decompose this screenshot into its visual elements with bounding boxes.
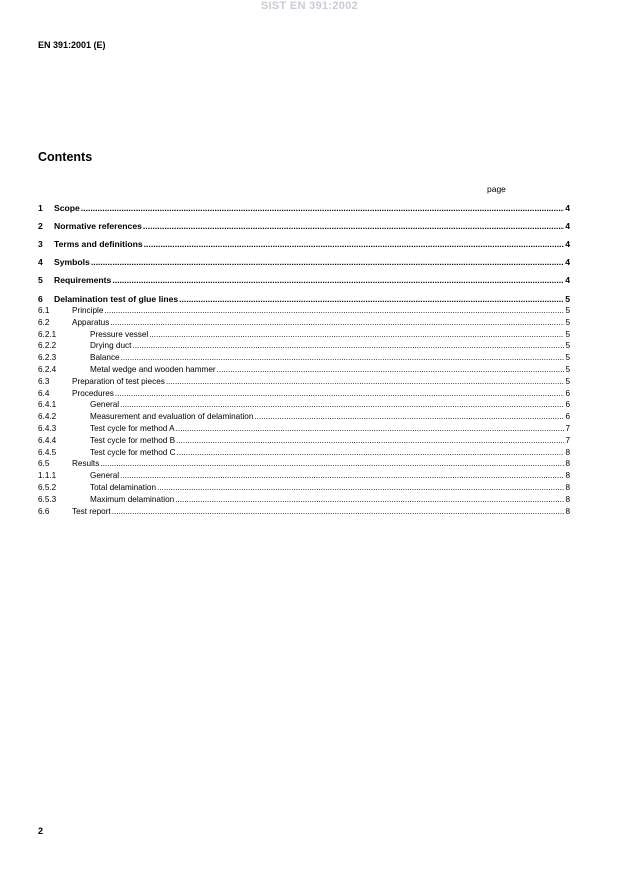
toc-dot-leader [81, 203, 564, 213]
toc-entry-page: 5 [565, 341, 570, 351]
toc-dot-leader [166, 377, 565, 386]
toc-entry-title: Symbols [54, 257, 90, 267]
toc-dot-leader [132, 341, 564, 350]
toc-entry-number: 6.5 [38, 459, 50, 469]
toc-entry-number: 6.6 [38, 506, 50, 516]
toc-dot-leader [91, 257, 564, 267]
toc-entry[interactable] [38, 306, 570, 317]
toc-entry-number: 6.2.3 [38, 353, 57, 363]
toc-entry-title: Scope [54, 203, 80, 213]
toc-entry-number: 6.5.2 [38, 483, 57, 492]
toc-entry-title: Measurement and evaluation of delamination [90, 412, 254, 422]
toc-dot-leader [175, 495, 564, 504]
toc-dot-leader [179, 294, 564, 304]
toc-entry[interactable] [38, 341, 570, 352]
toc-dot-leader [144, 239, 565, 249]
toc-dot-leader [112, 275, 564, 285]
toc-entry-title: Preparation of test pieces [72, 376, 165, 386]
toc-entry-title: Apparatus [72, 317, 110, 327]
toc-entry-title: Results [72, 459, 100, 469]
toc-dot-leader [143, 221, 564, 231]
toc-entry-number: 6.2 [38, 317, 50, 327]
toc-entry-page: 6 [565, 388, 570, 398]
toc-entry[interactable] [38, 495, 570, 506]
toc-entry-number: 6.4.3 [38, 424, 57, 433]
toc-entry-page: 8 [565, 471, 570, 481]
toc-entry[interactable] [38, 507, 570, 518]
toc-entry[interactable] [38, 257, 570, 268]
toc-entry-title: Requirements [54, 275, 112, 285]
toc-dot-leader [177, 448, 565, 457]
toc-entry-title: Delamination test of glue lines [54, 294, 179, 304]
toc-entry-number: 6.4.4 [38, 435, 57, 445]
toc-entry-number: 1 [38, 203, 43, 213]
toc-dot-leader [254, 412, 564, 421]
toc-entry-title: Maximum delamination [90, 494, 175, 504]
toc-entry-number: 3 [38, 239, 43, 249]
toc-dot-leader [121, 353, 565, 362]
toc-entry-number: 4 [38, 257, 43, 267]
toc-entry-page: 8 [565, 459, 570, 469]
toc-dot-leader [100, 459, 564, 468]
toc-entry-page: 5 [565, 365, 570, 374]
toc-entry-title: Test cycle for method A [90, 424, 175, 433]
toc-entry[interactable] [38, 365, 570, 376]
toc-entry[interactable] [38, 275, 570, 286]
toc-entry[interactable] [38, 436, 570, 447]
toc-entry[interactable] [38, 221, 570, 232]
standard-header: EN 391:2001 (E) [38, 40, 106, 50]
toc-entry-title: Drying duct [90, 341, 132, 351]
toc-dot-leader [217, 365, 565, 374]
toc-entry-number: 6.2.1 [38, 329, 57, 339]
toc-entry-page: 8 [565, 506, 570, 516]
toc-entry-number: 6.2.4 [38, 365, 57, 374]
toc-entry[interactable] [38, 203, 570, 214]
toc-entry-page: 8 [565, 483, 570, 492]
toc-entry-number: 1.1.1 [38, 471, 57, 481]
toc-entry-page: 8 [565, 494, 570, 504]
page-number: 2 [38, 826, 44, 836]
toc-entry-title: General [90, 400, 120, 410]
toc-entry-number: 6.3 [38, 376, 50, 386]
watermark: SIST EN 391:2002 [260, 0, 359, 12]
toc-entry[interactable] [38, 353, 570, 364]
toc-dot-leader [110, 318, 564, 327]
toc-entry-page: 4 [565, 257, 570, 267]
toc-entry-page: 5 [565, 294, 570, 304]
toc-entry[interactable] [38, 294, 570, 305]
toc-entry[interactable] [38, 483, 570, 494]
toc-entry-number: 6 [38, 294, 43, 304]
toc-entry-page: 8 [565, 447, 570, 457]
toc-entry[interactable] [38, 448, 570, 459]
toc-entry-title: Total delamination [90, 483, 156, 492]
toc-entry-title: Normative references [54, 221, 142, 231]
toc-entry-page: 5 [565, 329, 570, 339]
toc-entry[interactable] [38, 389, 570, 400]
toc-dot-leader [149, 330, 564, 339]
toc-entry-page: 6 [565, 400, 570, 410]
toc-dot-leader [115, 389, 565, 398]
toc-entry-number: 5 [38, 275, 43, 285]
toc-entry-page: 4 [565, 275, 570, 285]
toc-entry-page: 5 [565, 376, 570, 386]
toc-entry-page: 4 [565, 239, 570, 249]
toc-entry-page: 7 [565, 435, 570, 445]
toc-entry-page: 6 [565, 412, 570, 422]
toc-entry-title: Test cycle for method B [90, 435, 176, 445]
toc-entry[interactable] [38, 377, 570, 388]
toc-entry[interactable] [38, 330, 570, 341]
toc-entry-number: 6.1 [38, 306, 50, 315]
toc-entry[interactable] [38, 424, 570, 435]
toc-entry-title: Procedures [72, 388, 114, 398]
toc-dot-leader [176, 436, 564, 445]
toc-entry[interactable] [38, 459, 570, 470]
toc-entry-title: Principle [72, 306, 104, 315]
toc-entry-page: 4 [565, 221, 570, 231]
toc-entry-page: 7 [565, 424, 570, 433]
toc-entry[interactable] [38, 471, 570, 482]
toc-entry-title: Balance [90, 353, 120, 363]
toc-entry-number: 6.4 [38, 388, 50, 398]
toc-entry-title: Pressure vessel [90, 329, 149, 339]
toc-dot-leader [176, 424, 565, 433]
toc-entry[interactable] [38, 412, 570, 423]
toc-entry-number: 6.4.2 [38, 412, 57, 422]
toc-entry-title: Terms and definitions [54, 239, 143, 249]
toc-entry-number: 6.4.1 [38, 400, 57, 410]
toc-dot-leader [120, 400, 564, 409]
toc-entry-number: 6.2.2 [38, 341, 57, 351]
toc-dot-leader [157, 483, 564, 492]
toc-entry[interactable] [38, 318, 570, 329]
toc-entry-page: 5 [565, 317, 570, 327]
toc-entry-title: Test cycle for method C [90, 447, 176, 457]
contents-title: Contents [38, 150, 93, 164]
toc-entry-page: 5 [565, 306, 570, 315]
toc-dot-leader [112, 507, 565, 516]
toc-entry[interactable] [38, 400, 570, 411]
toc-entry-page: 4 [565, 203, 570, 213]
toc-entry-number: 2 [38, 221, 43, 231]
page-column-label: page [487, 184, 506, 194]
toc-dot-leader [104, 306, 564, 315]
toc-entry-title: General [90, 471, 120, 481]
toc-dot-leader [120, 471, 564, 480]
toc-entry-title: Test report [72, 506, 111, 516]
toc-entry-title: Metal wedge and wooden hammer [90, 365, 216, 374]
toc-entry-number: 6.5.3 [38, 494, 57, 504]
toc-entry-number: 6.4.5 [38, 447, 57, 457]
toc-entry-page: 5 [565, 353, 570, 363]
toc-entry[interactable] [38, 239, 570, 250]
